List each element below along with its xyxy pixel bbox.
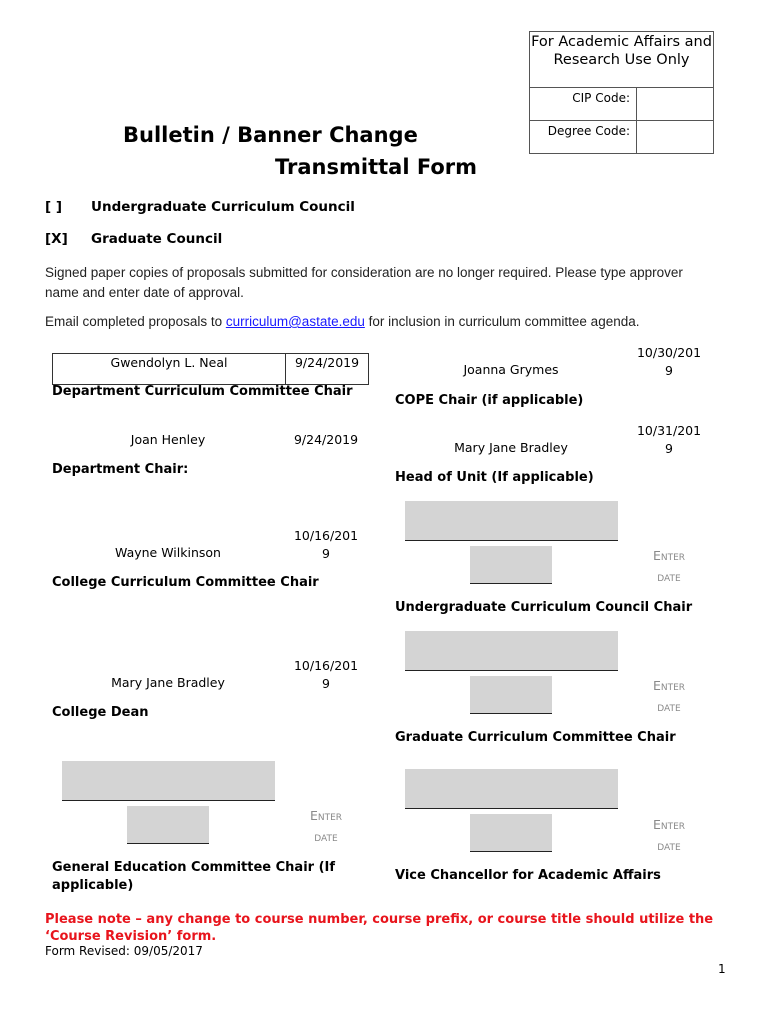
gen-ed-signature-field[interactable] [62,761,275,801]
ucc-date-line2: date [657,569,681,584]
gcc-date-line2: date [657,699,681,714]
college-dean-date-line1: 10/16/201 [293,658,359,673]
degree-label-cell [529,120,637,154]
college-committee-date-line1: 10/16/201 [293,528,359,543]
college-committee-date[interactable] [285,527,367,563]
email-link[interactable]: curriculum@astate.edu [225,314,365,329]
office-use-title: For Academic Affairs and Research Use Only [531,34,712,68]
dept-committee-name[interactable]: Gwendolyn L. Neal [53,354,286,384]
head-unit-date-line1: 10/31/201 [636,423,702,438]
office-use-box [529,31,714,154]
council-ugcc-label: Undergraduate Curriculum Council [91,199,355,215]
ucc-date-field[interactable] [640,545,698,587]
dept-chair-name[interactable]: Joan Henley [130,432,206,447]
dept-committee-label: Department Curriculum Committee Chair [52,384,353,399]
email-text-after: for inclusion in curriculum committee agenda. [364,314,640,329]
gen-ed-date-line2: date [314,829,338,844]
dept-chair-date[interactable]: 9/24/2019 [293,432,359,447]
ucc-initial-field[interactable] [470,546,552,584]
college-dean-name[interactable]: Mary Jane Bradley [111,675,225,690]
vc-signature-field[interactable] [405,769,618,809]
cope-date-line1: 10/30/201 [636,345,702,360]
dept-committee-signature-row [52,353,369,385]
college-committee-name[interactable]: Wayne Wilkinson [115,545,221,560]
vc-date-field[interactable] [640,814,698,856]
vc-initial-field[interactable] [470,814,552,852]
head-unit-label: Head of Unit (If applicable) [395,470,594,485]
gcc-initial-field[interactable] [470,676,552,714]
vc-date-line2: date [657,838,681,853]
degree-code-field[interactable] [636,120,714,154]
college-dean-date-line2: 9 [322,676,330,691]
degree-label: Degree Code: [547,124,630,138]
gcc-date-field[interactable] [640,675,698,717]
cip-code-field[interactable] [636,87,714,121]
council-ugcc-checkbox[interactable]: [ ] [45,199,63,215]
council-gc-checkbox[interactable]: [X] [45,231,68,247]
form-title-line1: Bulletin / Banner Change [123,123,418,147]
cip-label: CIP Code: [572,91,630,105]
gen-ed-initial-field[interactable] [127,806,209,844]
form-title-line2: Transmittal Form [275,155,477,179]
form-revised-date: Form Revised: 09/05/2017 [45,944,203,958]
gen-ed-date-line1: Enter [309,808,343,823]
ucc-label: Undergraduate Curriculum Council Chair [395,600,693,615]
head-unit-date[interactable] [628,422,710,458]
college-dean-label: College Dean [52,705,149,720]
gen-ed-label: General Education Committee Chair (If applicable) [52,860,336,893]
vc-label: Vice Chancellor for Academic Affairs [395,868,661,883]
email-instructions [45,314,639,329]
instructions-paragraph: Signed paper copies of proposals submitted for consideration are no longer required. Please type approver name and enter date of approval. [45,265,683,300]
dept-chair-label: Department Chair: [52,462,189,477]
gcc-label: Graduate Curriculum Committee Chair [395,730,676,745]
page-number: 1 [718,962,726,976]
gcc-signature-field[interactable] [405,631,618,671]
cope-date[interactable] [628,344,710,380]
ucc-signature-field[interactable] [405,501,618,541]
college-committee-label: College Curriculum Committee Chair [52,575,319,590]
college-dean-date[interactable] [285,657,367,693]
course-revision-note: Please note – any change to course number, course prefix, or course title should utilize the ‘Course Revision’ form. [45,912,714,944]
dept-committee-date[interactable]: 9/24/2019 [294,355,360,370]
email-text-before: Email completed proposals to [45,314,226,329]
cope-label: COPE Chair (if applicable) [395,393,584,408]
gen-ed-date-field[interactable] [297,805,355,847]
head-unit-name[interactable]: Mary Jane Bradley [454,440,568,455]
college-committee-date-line2: 9 [322,546,330,561]
head-unit-date-line2: 9 [665,441,673,456]
cip-label-cell [529,87,637,121]
council-gc-label: Graduate Council [91,231,223,247]
cope-date-line2: 9 [665,363,673,378]
ucc-date-line1: Enter [652,548,686,563]
cope-name[interactable]: Joanna Grymes [463,362,559,377]
vc-date-line1: Enter [652,817,686,832]
gcc-date-line1: Enter [652,678,686,693]
